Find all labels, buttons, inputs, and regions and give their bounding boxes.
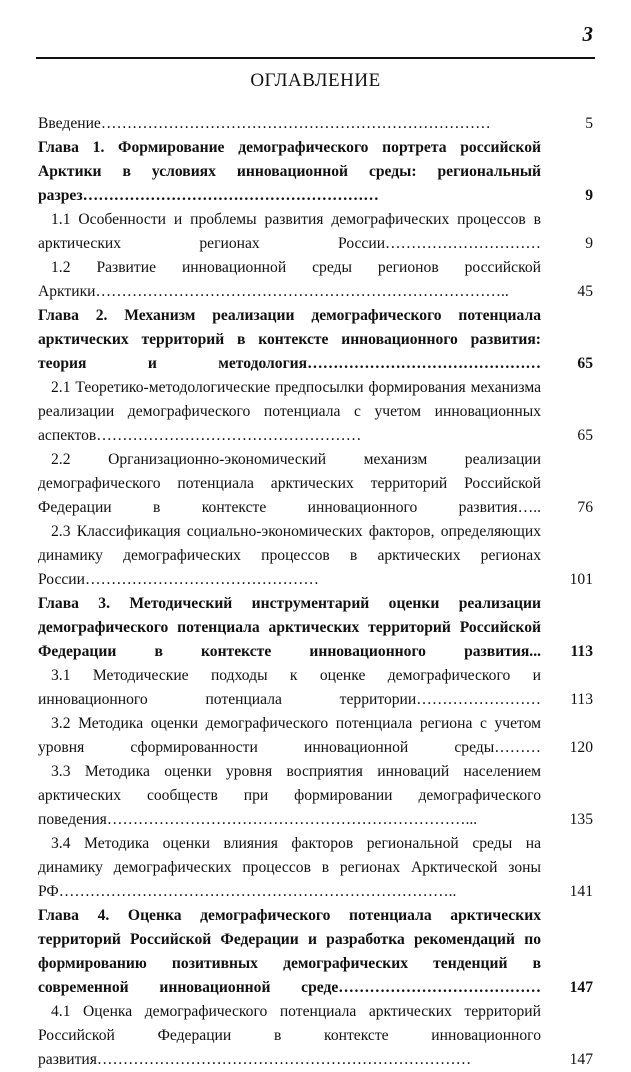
- table-of-contents: [38, 112, 593, 1072]
- toc-entry-title: Глава 1. Формирование демографического портрета российской Арктики в условиях инновационной среды: региональный разрез…………………………………………………: [38, 139, 541, 204]
- toc-entry-title: Глава 2. Механизм реализации демографического потенциала арктических территорий в контексте инновационного развития: теория и методология………………………………………: [38, 307, 541, 372]
- toc-entry-page: 76: [577, 499, 593, 516]
- toc-entry-title: 2.1 Теоретико-методологические предпосылки формирования механизма реализации демографического потенциала с учетом инновационных аспектов……………………………………………: [38, 379, 541, 444]
- toc-entry-page: 45: [577, 283, 593, 300]
- toc-entry-title: Введение…………………………………………………………………: [38, 115, 491, 132]
- toc-entry-title: 4.1 Оценка демографического потенциала арктических территорий Российской Федерации в контексте инновационного развития………………………………………………………………: [38, 1003, 541, 1068]
- toc-entry-section-2-3[interactable]: [38, 520, 593, 592]
- toc-entry-page: 147: [569, 1051, 593, 1068]
- toc-entry-page: 113: [570, 691, 593, 708]
- toc-entry-title: Глава 4. Оценка демографического потенциала арктических территорий Российской Федерации и разработка рекомендаций по формированию позитивных демографических тенденций в современной инновационной среде…………………………………: [38, 907, 541, 996]
- toc-entry-section-3-3[interactable]: [38, 760, 593, 832]
- toc-entry-page: 9: [585, 235, 593, 252]
- toc-entry-title: 3.4 Методика оценки влияния факторов региональной среды на динамику демографических процессов в регионах Арктической зоны РФ…………………………………………………………………..: [38, 835, 541, 900]
- toc-entry-title: 2.3 Классификация социально-экономических факторов, определяющих динамику демографических процессов в арктических регионах России………………………………………: [38, 523, 541, 588]
- toc-entry-page: 120: [569, 739, 593, 756]
- toc-entry-chapter-2[interactable]: [38, 304, 593, 376]
- toc-entry-section-1-1[interactable]: [38, 208, 593, 256]
- toc-entry-page: 65: [577, 355, 593, 372]
- toc-entry-page: 5: [585, 115, 593, 132]
- toc-entry-page: 65: [577, 427, 593, 444]
- toc-entry-page: 135: [569, 811, 593, 828]
- toc-entry-introduction[interactable]: [38, 112, 593, 136]
- toc-entry-section-3-4[interactable]: [38, 832, 593, 904]
- toc-entry-page: 147: [569, 979, 593, 996]
- header-rule: [36, 57, 595, 59]
- toc-entry-title: 3.3 Методика оценки уровня восприятия инноваций населением арктических сообществ при формировании демографического поведения……………………………………………………………...: [38, 763, 541, 828]
- toc-entry-page: 101: [569, 571, 593, 588]
- toc-title: ОГЛАВЛЕНИЕ: [250, 70, 381, 91]
- toc-entry-title: 2.2 Организационно-экономический механизм реализации демографического потенциала арктических территорий Российской Федерации в контексте инновационного развития…..: [38, 451, 541, 516]
- toc-entry-section-4-1[interactable]: [38, 1000, 593, 1072]
- toc-entry-section-2-1[interactable]: [38, 376, 593, 448]
- toc-entry-section-1-2[interactable]: [38, 256, 593, 304]
- toc-entry-title: Глава 3. Методический инструментарий оценки реализации демографического потенциала арктических территорий Российской Федерации в контексте инновационного развития...: [38, 595, 541, 660]
- toc-entry-section-2-2[interactable]: [38, 448, 593, 520]
- toc-entry-section-3-1[interactable]: [38, 664, 593, 712]
- toc-entry-title: 3.2 Методика оценки демографического потенциала региона с учетом уровня сформированности инновационной среды………: [38, 715, 541, 756]
- toc-entry-page: 9: [585, 187, 593, 204]
- toc-entry-title: 3.1 Методические подходы к оценке демографического и инновационного потенциала территории……………………: [38, 667, 541, 708]
- toc-entry-page: 141: [569, 883, 593, 900]
- toc-entry-chapter-4[interactable]: [38, 904, 593, 1000]
- toc-entry-chapter-3[interactable]: [38, 592, 593, 664]
- page-number: 3: [582, 22, 593, 46]
- toc-entry-section-3-2[interactable]: [38, 712, 593, 760]
- toc-entry-page: 113: [570, 643, 593, 660]
- toc-entry-chapter-1[interactable]: [38, 136, 593, 208]
- toc-entry-title: 1.2 Развитие инновационной среды регионов российской Арктики……………………………………………………………………..: [38, 259, 541, 300]
- toc-entry-title: 1.1 Особенности и проблемы развития демографических процессов в арктических регионах России…………………………: [38, 211, 541, 252]
